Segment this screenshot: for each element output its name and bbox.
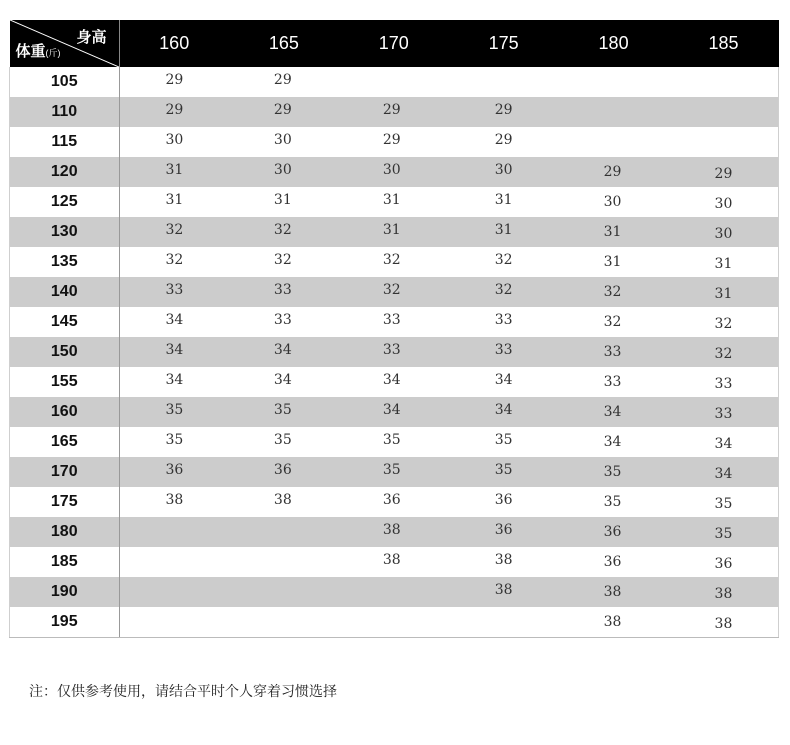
weight-cell: 145 [10, 307, 120, 337]
height-axis-label: 身高 [76, 29, 107, 46]
size-value: 29 [273, 72, 292, 88]
size-value: 34 [494, 372, 513, 388]
size-cell [559, 97, 669, 127]
size-cell [339, 517, 449, 547]
corner-header-cell [10, 20, 120, 67]
size-value: 36 [494, 492, 513, 508]
size-value: 29 [494, 132, 513, 148]
weight-cell: 105 [10, 67, 120, 97]
size-cell [559, 397, 669, 427]
weight-cell: 190 [10, 577, 120, 607]
height-col-header: 170 [339, 20, 449, 67]
size-value: 31 [273, 192, 292, 208]
size-cell [559, 217, 669, 247]
size-cell [449, 187, 559, 217]
size-cell [559, 367, 669, 397]
size-cell [669, 517, 779, 547]
size-cell [559, 577, 669, 607]
size-value: 35 [494, 462, 513, 478]
size-cell [559, 427, 669, 457]
size-cell [229, 487, 339, 517]
size-chart-body [10, 67, 779, 638]
size-cell [449, 217, 559, 247]
size-cell [449, 577, 559, 607]
size-value: 31 [382, 192, 401, 208]
weight-unit-label: (斤) [45, 48, 61, 58]
size-value: 32 [165, 222, 184, 238]
size-value: 36 [382, 492, 401, 508]
weight-cell: 180 [10, 517, 120, 547]
size-value: 36 [603, 554, 622, 570]
size-cell [669, 487, 779, 517]
size-cell [669, 127, 779, 157]
table-row [10, 307, 779, 337]
size-cell [229, 97, 339, 127]
size-cell [669, 307, 779, 337]
weight-cell: 140 [10, 277, 120, 307]
size-cell [449, 457, 559, 487]
size-value: 31 [603, 254, 622, 270]
size-value: 38 [714, 586, 733, 602]
size-cell [559, 157, 669, 187]
size-value: 36 [273, 462, 292, 478]
size-value: 30 [603, 194, 622, 210]
size-cell [559, 127, 669, 157]
size-value: 33 [603, 374, 622, 390]
size-value: 34 [603, 404, 622, 420]
size-cell [339, 577, 449, 607]
size-cell [229, 607, 339, 638]
size-cell [119, 457, 229, 487]
size-cell [559, 517, 669, 547]
table-row [10, 517, 779, 547]
size-cell [339, 397, 449, 427]
size-value: 33 [714, 406, 733, 422]
size-cell [559, 67, 669, 97]
size-value: 36 [494, 522, 513, 538]
size-value: 38 [603, 614, 622, 630]
weight-cell: 165 [10, 427, 120, 457]
size-value: 30 [273, 162, 292, 178]
size-cell [559, 457, 669, 487]
size-value: 29 [382, 102, 401, 118]
size-cell [559, 277, 669, 307]
size-cell [669, 217, 779, 247]
size-cell [669, 547, 779, 577]
size-cell [119, 397, 229, 427]
size-cell [669, 397, 779, 427]
size-value: 33 [494, 312, 513, 328]
size-cell [669, 157, 779, 187]
size-cell [229, 457, 339, 487]
size-value: 32 [603, 314, 622, 330]
size-cell [119, 247, 229, 277]
size-value: 35 [494, 432, 513, 448]
table-row [10, 187, 779, 217]
size-value: 30 [382, 162, 401, 178]
size-value: 30 [273, 132, 292, 148]
weight-cell: 115 [10, 127, 120, 157]
size-cell [119, 187, 229, 217]
size-value: 33 [382, 342, 401, 358]
size-value: 32 [494, 282, 513, 298]
size-cell [559, 307, 669, 337]
size-cell [669, 67, 779, 97]
weight-cell: 135 [10, 247, 120, 277]
size-cell [339, 307, 449, 337]
size-value: 35 [165, 432, 184, 448]
size-cell [339, 337, 449, 367]
size-value: 38 [273, 492, 292, 508]
size-value: 32 [382, 282, 401, 298]
size-cell [229, 187, 339, 217]
size-cell [559, 607, 669, 638]
size-cell [229, 67, 339, 97]
size-value: 33 [273, 312, 292, 328]
size-value: 35 [382, 432, 401, 448]
size-value: 32 [494, 252, 513, 268]
table-row [10, 247, 779, 277]
size-cell [669, 577, 779, 607]
size-value: 38 [603, 584, 622, 600]
table-row [10, 157, 779, 187]
size-value: 38 [165, 492, 184, 508]
size-cell [119, 577, 229, 607]
size-cell [119, 127, 229, 157]
table-row [10, 217, 779, 247]
size-cell [449, 277, 559, 307]
size-cell [119, 307, 229, 337]
size-value: 29 [165, 72, 184, 88]
size-cell [339, 367, 449, 397]
size-cell [559, 247, 669, 277]
weight-cell: 195 [10, 607, 120, 638]
size-cell [559, 187, 669, 217]
size-value: 34 [165, 342, 184, 358]
size-value: 35 [273, 432, 292, 448]
size-value: 34 [603, 434, 622, 450]
weight-cell: 120 [10, 157, 120, 187]
size-value: 34 [273, 342, 292, 358]
size-cell [669, 277, 779, 307]
table-row [10, 67, 779, 97]
table-row [10, 577, 779, 607]
size-cell [449, 67, 559, 97]
size-cell [119, 337, 229, 367]
size-value: 33 [714, 376, 733, 392]
size-cell [229, 277, 339, 307]
size-value: 35 [273, 402, 292, 418]
size-value: 32 [382, 252, 401, 268]
size-value: 32 [714, 346, 733, 362]
size-value: 31 [382, 222, 401, 238]
size-cell [119, 97, 229, 127]
size-cell [119, 157, 229, 187]
size-value: 29 [273, 102, 292, 118]
size-value: 31 [603, 224, 622, 240]
size-value: 31 [494, 192, 513, 208]
table-row [10, 607, 779, 638]
size-value: 38 [494, 582, 513, 598]
size-value: 34 [494, 402, 513, 418]
size-value: 35 [603, 494, 622, 510]
size-value: 29 [603, 164, 622, 180]
size-value: 34 [714, 466, 733, 482]
size-value: 35 [714, 496, 733, 512]
size-value: 36 [603, 524, 622, 540]
size-chart-table [9, 20, 779, 638]
size-cell [669, 427, 779, 457]
size-cell [229, 577, 339, 607]
size-value: 32 [603, 284, 622, 300]
size-cell [119, 427, 229, 457]
table-row [10, 487, 779, 517]
size-value: 36 [165, 462, 184, 478]
size-value: 34 [165, 312, 184, 328]
size-value: 34 [382, 372, 401, 388]
height-col-header: 185 [669, 20, 779, 67]
size-value: 29 [382, 132, 401, 148]
size-value: 38 [714, 616, 733, 632]
size-cell [449, 337, 559, 367]
size-cell [119, 607, 229, 638]
size-value: 34 [382, 402, 401, 418]
size-value: 31 [165, 162, 184, 178]
size-cell [339, 97, 449, 127]
weight-cell: 175 [10, 487, 120, 517]
size-cell [119, 67, 229, 97]
size-cell [669, 97, 779, 127]
size-cell [229, 217, 339, 247]
size-cell [339, 247, 449, 277]
table-row [10, 397, 779, 427]
height-col-header: 175 [449, 20, 559, 67]
weight-cell: 160 [10, 397, 120, 427]
size-cell [119, 277, 229, 307]
size-cell [449, 427, 559, 457]
size-cell [449, 367, 559, 397]
size-value: 33 [273, 282, 292, 298]
size-cell [339, 547, 449, 577]
size-cell [449, 607, 559, 638]
size-value: 38 [382, 552, 401, 568]
height-col-header: 180 [559, 20, 669, 67]
size-value: 35 [165, 402, 184, 418]
weight-cell: 130 [10, 217, 120, 247]
size-cell [669, 337, 779, 367]
size-value: 29 [494, 102, 513, 118]
table-row [10, 277, 779, 307]
size-value: 38 [494, 552, 513, 568]
size-value: 34 [714, 436, 733, 452]
size-value: 31 [494, 222, 513, 238]
size-value: 31 [165, 192, 184, 208]
size-cell [449, 517, 559, 547]
size-cell [449, 307, 559, 337]
size-value: 33 [603, 344, 622, 360]
size-cell [119, 547, 229, 577]
weight-cell: 155 [10, 367, 120, 397]
size-cell [559, 487, 669, 517]
weight-axis-text: 体重 [15, 43, 46, 60]
size-value: 33 [165, 282, 184, 298]
size-cell [339, 427, 449, 457]
table-row [10, 427, 779, 457]
weight-axis-label [16, 40, 61, 61]
weight-cell: 170 [10, 457, 120, 487]
size-cell [669, 187, 779, 217]
usage-note: 注：仅供参考使用，请结合平时个人穿着习惯选择 [29, 683, 337, 699]
table-row [10, 337, 779, 367]
weight-cell: 185 [10, 547, 120, 577]
size-value: 34 [273, 372, 292, 388]
size-cell [339, 277, 449, 307]
size-cell [559, 547, 669, 577]
size-cell [339, 217, 449, 247]
weight-cell: 125 [10, 187, 120, 217]
size-cell [669, 367, 779, 397]
size-cell [339, 457, 449, 487]
size-cell [339, 487, 449, 517]
height-col-header: 160 [119, 20, 229, 67]
size-cell [119, 517, 229, 547]
size-cell [119, 367, 229, 397]
size-value: 32 [273, 252, 292, 268]
table-row [10, 457, 779, 487]
size-cell [229, 307, 339, 337]
size-cell [669, 457, 779, 487]
size-value: 30 [714, 196, 733, 212]
table-row [10, 97, 779, 127]
table-row [10, 127, 779, 157]
size-cell [559, 337, 669, 367]
size-cell [449, 547, 559, 577]
size-cell [119, 487, 229, 517]
size-value: 36 [714, 556, 733, 572]
size-value: 34 [165, 372, 184, 388]
table-row [10, 547, 779, 577]
size-value: 35 [382, 462, 401, 478]
header-row [10, 20, 779, 67]
size-cell [339, 607, 449, 638]
size-cell [229, 367, 339, 397]
size-cell [229, 337, 339, 367]
size-value: 32 [273, 222, 292, 238]
size-value: 30 [494, 162, 513, 178]
size-cell [339, 157, 449, 187]
weight-cell: 150 [10, 337, 120, 367]
size-value: 38 [382, 522, 401, 538]
size-value: 30 [165, 132, 184, 148]
size-cell [229, 247, 339, 277]
table-row [10, 367, 779, 397]
size-value: 31 [714, 286, 733, 302]
size-cell [449, 487, 559, 517]
size-value: 32 [165, 252, 184, 268]
size-value: 30 [714, 226, 733, 242]
size-value: 32 [714, 316, 733, 332]
weight-cell: 110 [10, 97, 120, 127]
size-value: 33 [382, 312, 401, 328]
size-value: 29 [165, 102, 184, 118]
size-cell [449, 97, 559, 127]
size-value: 33 [494, 342, 513, 358]
size-cell [229, 517, 339, 547]
size-value: 35 [603, 464, 622, 480]
height-col-header: 165 [229, 20, 339, 67]
size-cell [669, 247, 779, 277]
size-cell [339, 187, 449, 217]
size-cell [449, 157, 559, 187]
size-cell [229, 397, 339, 427]
size-cell [119, 217, 229, 247]
size-cell [229, 427, 339, 457]
size-cell [669, 607, 779, 638]
size-value: 35 [714, 526, 733, 542]
size-cell [229, 547, 339, 577]
size-cell [449, 397, 559, 427]
size-cell [449, 247, 559, 277]
size-cell [229, 157, 339, 187]
size-cell [339, 67, 449, 97]
size-cell [339, 127, 449, 157]
size-value: 31 [714, 256, 733, 272]
size-cell [229, 127, 339, 157]
size-value: 29 [714, 166, 733, 182]
size-cell [449, 127, 559, 157]
